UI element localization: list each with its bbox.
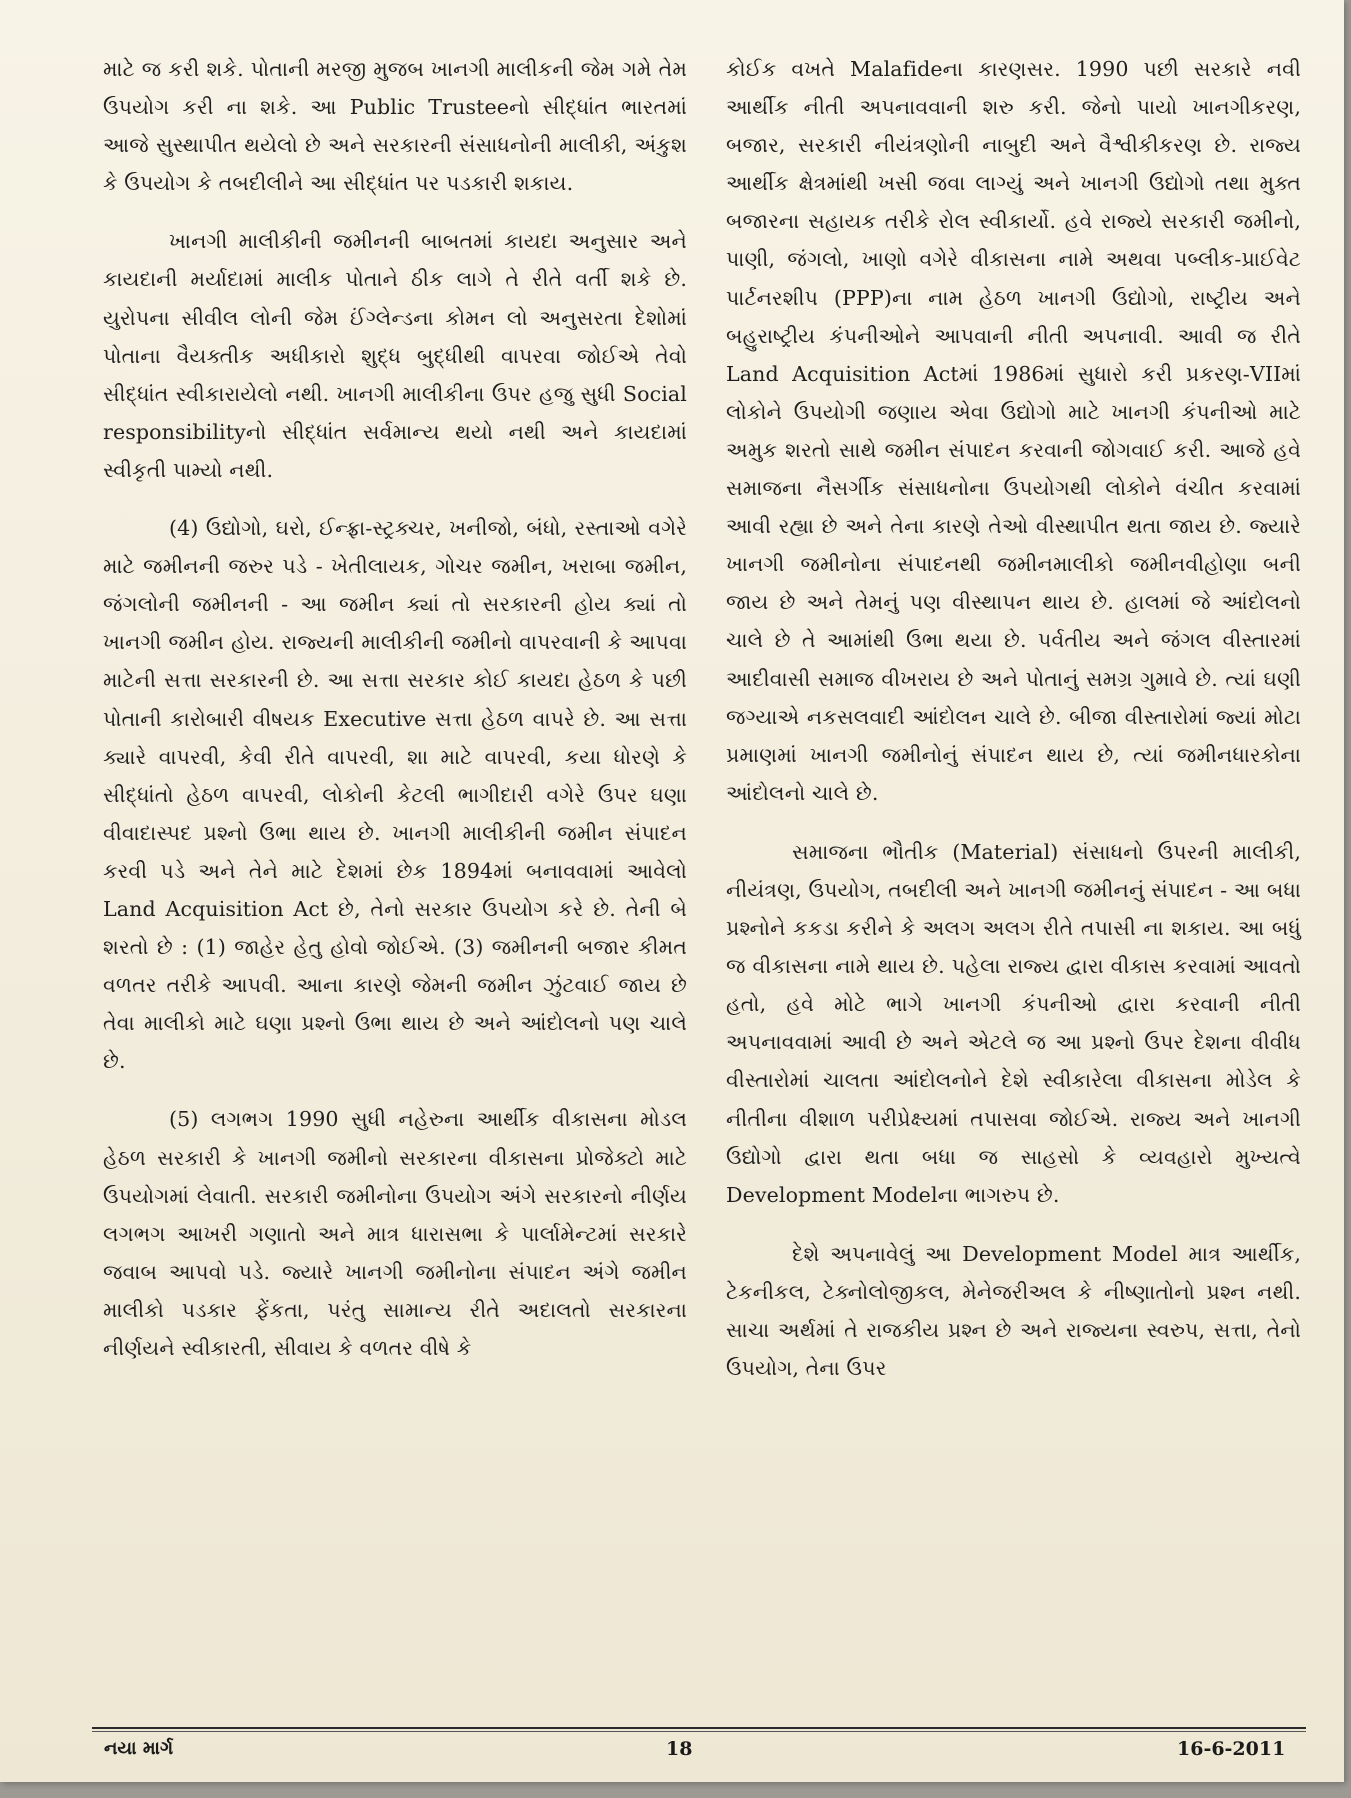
issue-date: 16-6-2011	[1177, 1738, 1286, 1760]
right-paragraph-2: સમાજના ભૌતીક (Material) સંસાધનો ઉપરની માલીકી, નીયંત્રણ, ઉપયોગ, તબદીલી અને ખાનગી જમીનનું સંપાદન - આ બધા પ્રશ્નોને કકડા કરીને કે અલગ અલગ રીતે તપાસી ના શકાય. આ બધું જ વીકાસના નામે થાય છે. પહેલા રાજ્ય દ્વારા વીકાસ કરવામાં આવતો હતો, હવે મોટે ભાગે ખાનગી કંપનીઓ દ્વારા કરવાની નીતી અપનાવવામાં આવી છે અને એટલે જ આ પ્રશ્નો ઉપર દેશના વીવીધ વીસ્તારોમાં ચાલતા આંદોલનોને દેશે સ્વીકારેલા વીકાસના મોડેલ કે નીતીના વીશાળ પરીપ્રેક્ષ્યમાં તપાસવા જોઈએ. રાજ્ય અને ખાનગી ઉદ્યોગો દ્વારા થતા બધા જ સાહસો કે વ્યવહારો મુખ્યત્વે Development Modelના ભાગરુપ છે.	[726, 839, 1301, 1207]
right-column	[726, 50, 1301, 1387]
footer-divider-thin	[92, 1731, 1306, 1732]
left-paragraph-2: ખાનગી માલીકીની જમીનની બાબતમાં કાયદા અનુસાર અને કાયદાની મર્યાદામાં માલીક પોતાને ઠીક લાગે તે રીતે વર્તી શકે છે. યુરોપના સીવીલ લોની જેમ ઈંગ્લેન્ડના કોમન લો અનુસરતા દેશોમાં પોતાના વૈયક્તીક અધીકારો શુદ્ધ બુદ્ધીથી વાપરવા જોઈએ તેવો સીદ્ધાંત સ્વીકારાયેલો નથી. ખાનગી માલીકીના ઉપર હજુ સુધી Social responsibilityનો સીદ્ધાંત સર્વમાન્ય થયો નથી અને કાયદામાં સ્વીકૃતી પામ્યો નથી.	[103, 229, 687, 482]
left-paragraph-4: (5) લગભગ 1990 સુધી નહેરુના આર્થીક વીકાસના મોડલ હેઠળ સરકારી કે ખાનગી જમીનો સરકારના વીકાસના પ્રોજેક્ટો માટે ઉપયોગમાં લેવાતી. સરકારી જમીનોના ઉપયોગ અંગે સરકારનો નીર્ણય લગભગ આખરી ગણાતો અને માત્ર ધારાસભા કે પાર્લામેન્ટમાં સરકારે જવાબ આપવો પડે. જ્યારે ખાનગી જમીનોના સંપાદન અંગે જમીન માલીકો પડકાર ફેંકતા, પરંતુ સામાન્ય રીતે અદાલતો સરકારના નીર્ણયને સ્વીકારતી, સીવાય કે વળતર વીષે કે	[103, 1107, 687, 1360]
left-paragraph-3: (4) ઉદ્યોગો, ઘરો, ઈન્ફ્રા-સ્ટ્રક્ચર, ખનીજો, બંધો, રસ્તાઓ વગેરે માટે જમીનની જરુર પડે - ખેતીલાયક, ગોચર જમીન, ખરાબા જમીન, જંગલોની જમીનની - આ જમીન ક્યાં તો સરકારની હોય ક્યાં તો ખાનગી જમીન હોય. રાજ્યની માલીકીની જમીનો વાપરવાની કે આપવા માટેની સત્તા સરકારની છે. આ સત્તા સરકાર કોઈ કાયદા હેઠળ કે પછી પોતાની કારોબારી વીષયક Executive સત્તા હેઠળ વાપરે છે. આ સત્તા ક્યારે વાપરવી, કેવી રીતે વાપરવી, શા માટે વાપરવી, કયા ધોરણે કે સીદ્ધાંતો હેઠળ વાપરવી, લોકોની કેટલી ભાગીદારી વગેરે ઉપર ઘણા વીવાદાસ્પદ પ્રશ્નો ઉભા થાય છે. ખાનગી માલીકીની જમીન સંપાદન કરવી પડે અને તેને માટે દેશમાં છેક 1894માં બનાવવામાં આવેલો Land Acquisition Act છે, તેનો સરકાર ઉપયોગ કરે છે. તેની બે શરતો છે : (1) જાહેર હેતુ હોવો જોઈએ. (3) જમીનની બજાર કીમત વળતર તરીકે આપવી. આના કારણે જેમની જમીન ઝુંટવાઈ જાય છે તેવા માલીકો માટે ઘણા પ્રશ્નો ઉભા થાય છે અને આંદોલનો પણ ચાલે છે.	[103, 516, 687, 1074]
page-number: 18	[666, 1738, 693, 1760]
left-paragraph-1: માટે જ કરી શકે. પોતાની મરજી મુજબ ખાનગી માલીકની જેમ ગમે તેમ ઉપયોગ કરી ના શકે. આ Public Trusteeનો સીદ્ધાંત ભારતમાં આજે સુસ્થાપીત થયેલો છે અને સરકારની સંસાધનોની માલીકી, અંકુશ કે ઉપયોગ કે તબદીલીને આ સીદ્ધાંત પર પડકારી શકાય.	[103, 57, 687, 196]
footer-divider	[92, 1727, 1306, 1729]
publication-name: નયા માર્ગ	[104, 1738, 174, 1759]
left-column	[103, 50, 687, 1367]
right-paragraph-1: કોઈક વખતે Malafideના કારણસર. 1990 પછી સરકારે નવી આર્થીક નીતી અપનાવવાની શરુ કરી. જેનો પાયો ખાનગીકરણ, બજાર, સરકારી નીયંત્રણોની નાબુદી અને વૈશ્વીકીકરણ છે. રાજ્ય આર્થીક ક્ષેત્રમાંથી ખસી જવા લાગ્યું અને ખાનગી ઉદ્યોગો તથા મુક્ત બજારના સહાયક તરીકે રોલ સ્વીકાર્યો. હવે રાજ્યે સરકારી જમીનો, પાણી, જંગલો, ખાણો વગેરે વીકાસના નામે અથવા પબ્લીક-પ્રાઈવેટ પાર્ટનરશીપ (PPP)ના નામ હેઠળ ખાનગી ઉદ્યોગો, રાષ્ટ્રીય અને બહુરાષ્ટ્રીય કંપનીઓને આપવાની નીતી અપનાવી. આવી જ રીતે Land Acquisition Actમાં 1986માં સુધારો કરી પ્રકરણ-VIIમાં લોકોને ઉપયોગી જણાય એવા ઉદ્યોગો માટે ખાનગી કંપનીઓ માટે અમુક શરતો સાથે જમીન સંપાદન કરવાની જોગવાઈ કરી. આજે હવે સમાજના નૈસર્ગીક સંસાધનોના ઉપયોગથી લોકોને વંચીત કરવામાં આવી રહ્યા છે અને તેના કારણે તેઓ વીસ્થાપીત થતા જાય છે. જ્યારે ખાનગી જમીનોના સંપાદનથી જમીનમાલીકો જમીનવીહોણા બની જાય છે અને તેમનું પણ વીસ્થાપન થાય છે. હાલમાં જે આંદોલનો ચાલે છે તે આમાંથી ઉભા થયા છે. પર્વતીય અને જંગલ વીસ્તારમાં આદીવાસી સમાજ વીખરાય છે અને પોતાનું સમગ્ર ગુમાવે છે. ત્યાં ઘણી જગ્યાએ નકસલવાદી આંદોલન ચાલે છે. બીજા વીસ્તારોમાં જ્યાં મોટા પ્રમાણમાં ખાનગી જમીનોનું સંપાદન થાય છે, ત્યાં જમીનધારકોના આંદોલનો ચાલે છે.	[726, 57, 1301, 805]
right-paragraph-3: દેશે અપનાવેલું આ Development Model માત્ર આર્થીક, ટેકનીકલ, ટેક્નોલોજીકલ, મેનેજરીઅલ કે નીષ્ણાતોનો પ્રશ્ન નથી. સાચા અર્થમાં તે રાજકીય પ્રશ્ન છે અને રાજ્યના સ્વરુપ, સત્તા, તેનો ઉપયોગ, તેના ઉપર	[726, 1241, 1301, 1381]
